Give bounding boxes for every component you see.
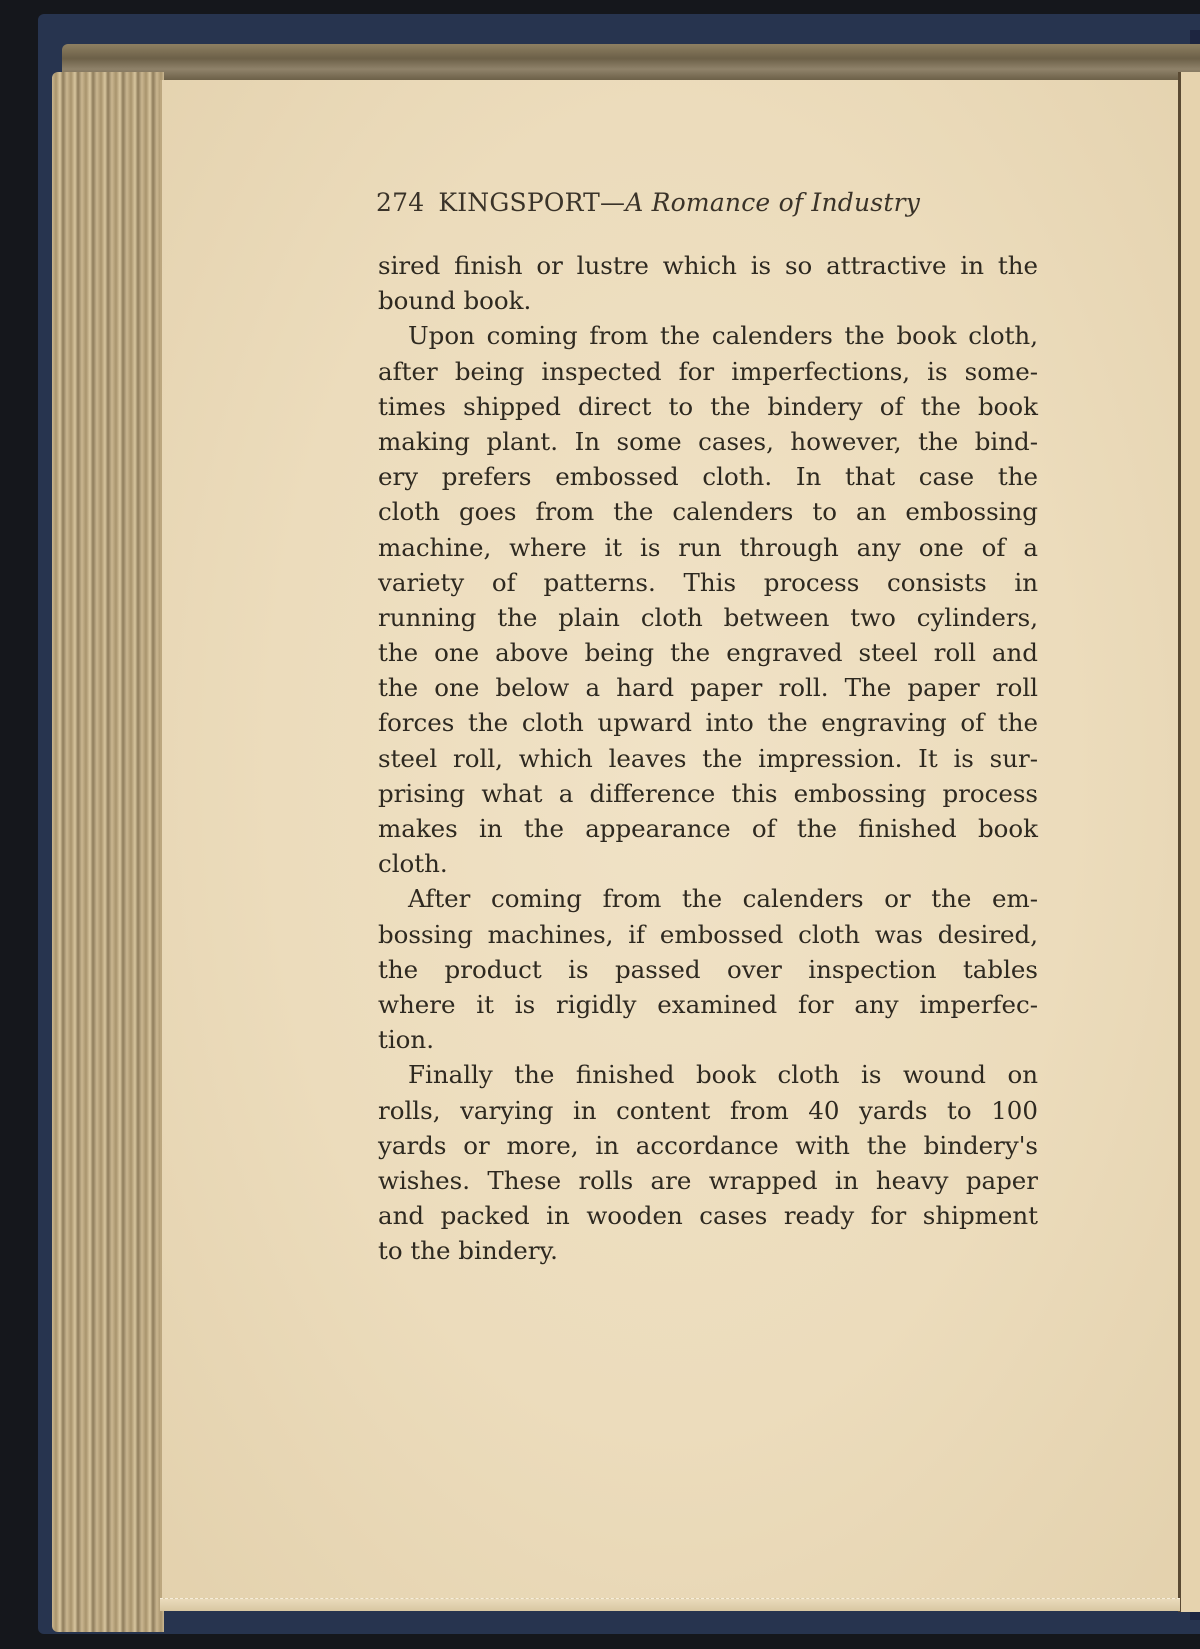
text-line: yards or more, in accordance with the bindery's [378, 1130, 1038, 1160]
text-line: running the plain cloth between two cylinders, [378, 602, 1038, 632]
text-line: the one above being the engraved steel roll and [378, 638, 1038, 668]
book-subtitle: A Romance of Industry [625, 188, 921, 217]
text-line: cloth goes from the calenders to an embossing [378, 497, 1038, 527]
page-block-fore-edge [52, 72, 164, 1632]
text-line: where it is rigidly examined for any imperfec- [378, 989, 1038, 1019]
text-line: wishes. These rolls are wrapped in heavy paper [378, 1165, 1038, 1195]
text-line: and packed in wooden cases ready for shipment [378, 1201, 1038, 1231]
text-line: Upon coming from the calenders the book cloth, [408, 321, 1038, 351]
paragraph [378, 248, 1038, 318]
body-text [378, 248, 1038, 1268]
text-line: prising what a difference this embossing process [378, 778, 1038, 808]
paragraph [378, 881, 1038, 1057]
book-title: KINGSPORT [438, 188, 601, 217]
text-line: bossing machines, if embossed cloth was desired, [378, 919, 1038, 949]
text-line: Finally the finished book cloth is wound on [408, 1060, 1038, 1090]
paragraph [378, 1057, 1038, 1268]
text-line: sired finish or lustre which is so attractive in the [378, 251, 1038, 280]
text-line: tion. [378, 1025, 434, 1055]
text-line: making plant. In some cases, however, the bind- [378, 426, 1038, 456]
text-line: machine, where it is run through any one of a [378, 532, 1038, 562]
title-dash: — [600, 188, 626, 217]
text-line: variety of patterns. This process consists in [378, 567, 1038, 597]
page-number: 274 [376, 188, 425, 217]
text-line: cloth. [378, 849, 448, 879]
text-line: steel roll, which leaves the impression. It is sur- [378, 743, 1038, 773]
text-line: rolls, varying in content from 40 yards to 100 [378, 1095, 1038, 1125]
text-line: to the bindery. [378, 1236, 558, 1266]
page-bottom-edge [160, 1598, 1180, 1611]
page-block-top-edge [62, 44, 1200, 80]
text-line: after being inspected for imperfections, is some- [378, 356, 1038, 386]
text-line: makes in the appearance of the finished book [378, 814, 1038, 843]
text-line: After coming from the calenders or the em- [408, 884, 1038, 914]
running-head [376, 188, 1036, 217]
text-line: forces the cloth upward into the engraving of the [378, 708, 1038, 738]
facing-page-edge [1181, 72, 1200, 1612]
text-line: the one below a hard paper roll. The paper roll [378, 673, 1038, 703]
text-line: times shipped direct to the bindery of the book [378, 391, 1038, 421]
text-line: bound book. [378, 286, 532, 316]
text-line: ery prefers embossed cloth. In that case the [378, 462, 1038, 492]
text-line: the product is passed over inspection tables [378, 954, 1038, 984]
paragraph [378, 318, 1038, 881]
